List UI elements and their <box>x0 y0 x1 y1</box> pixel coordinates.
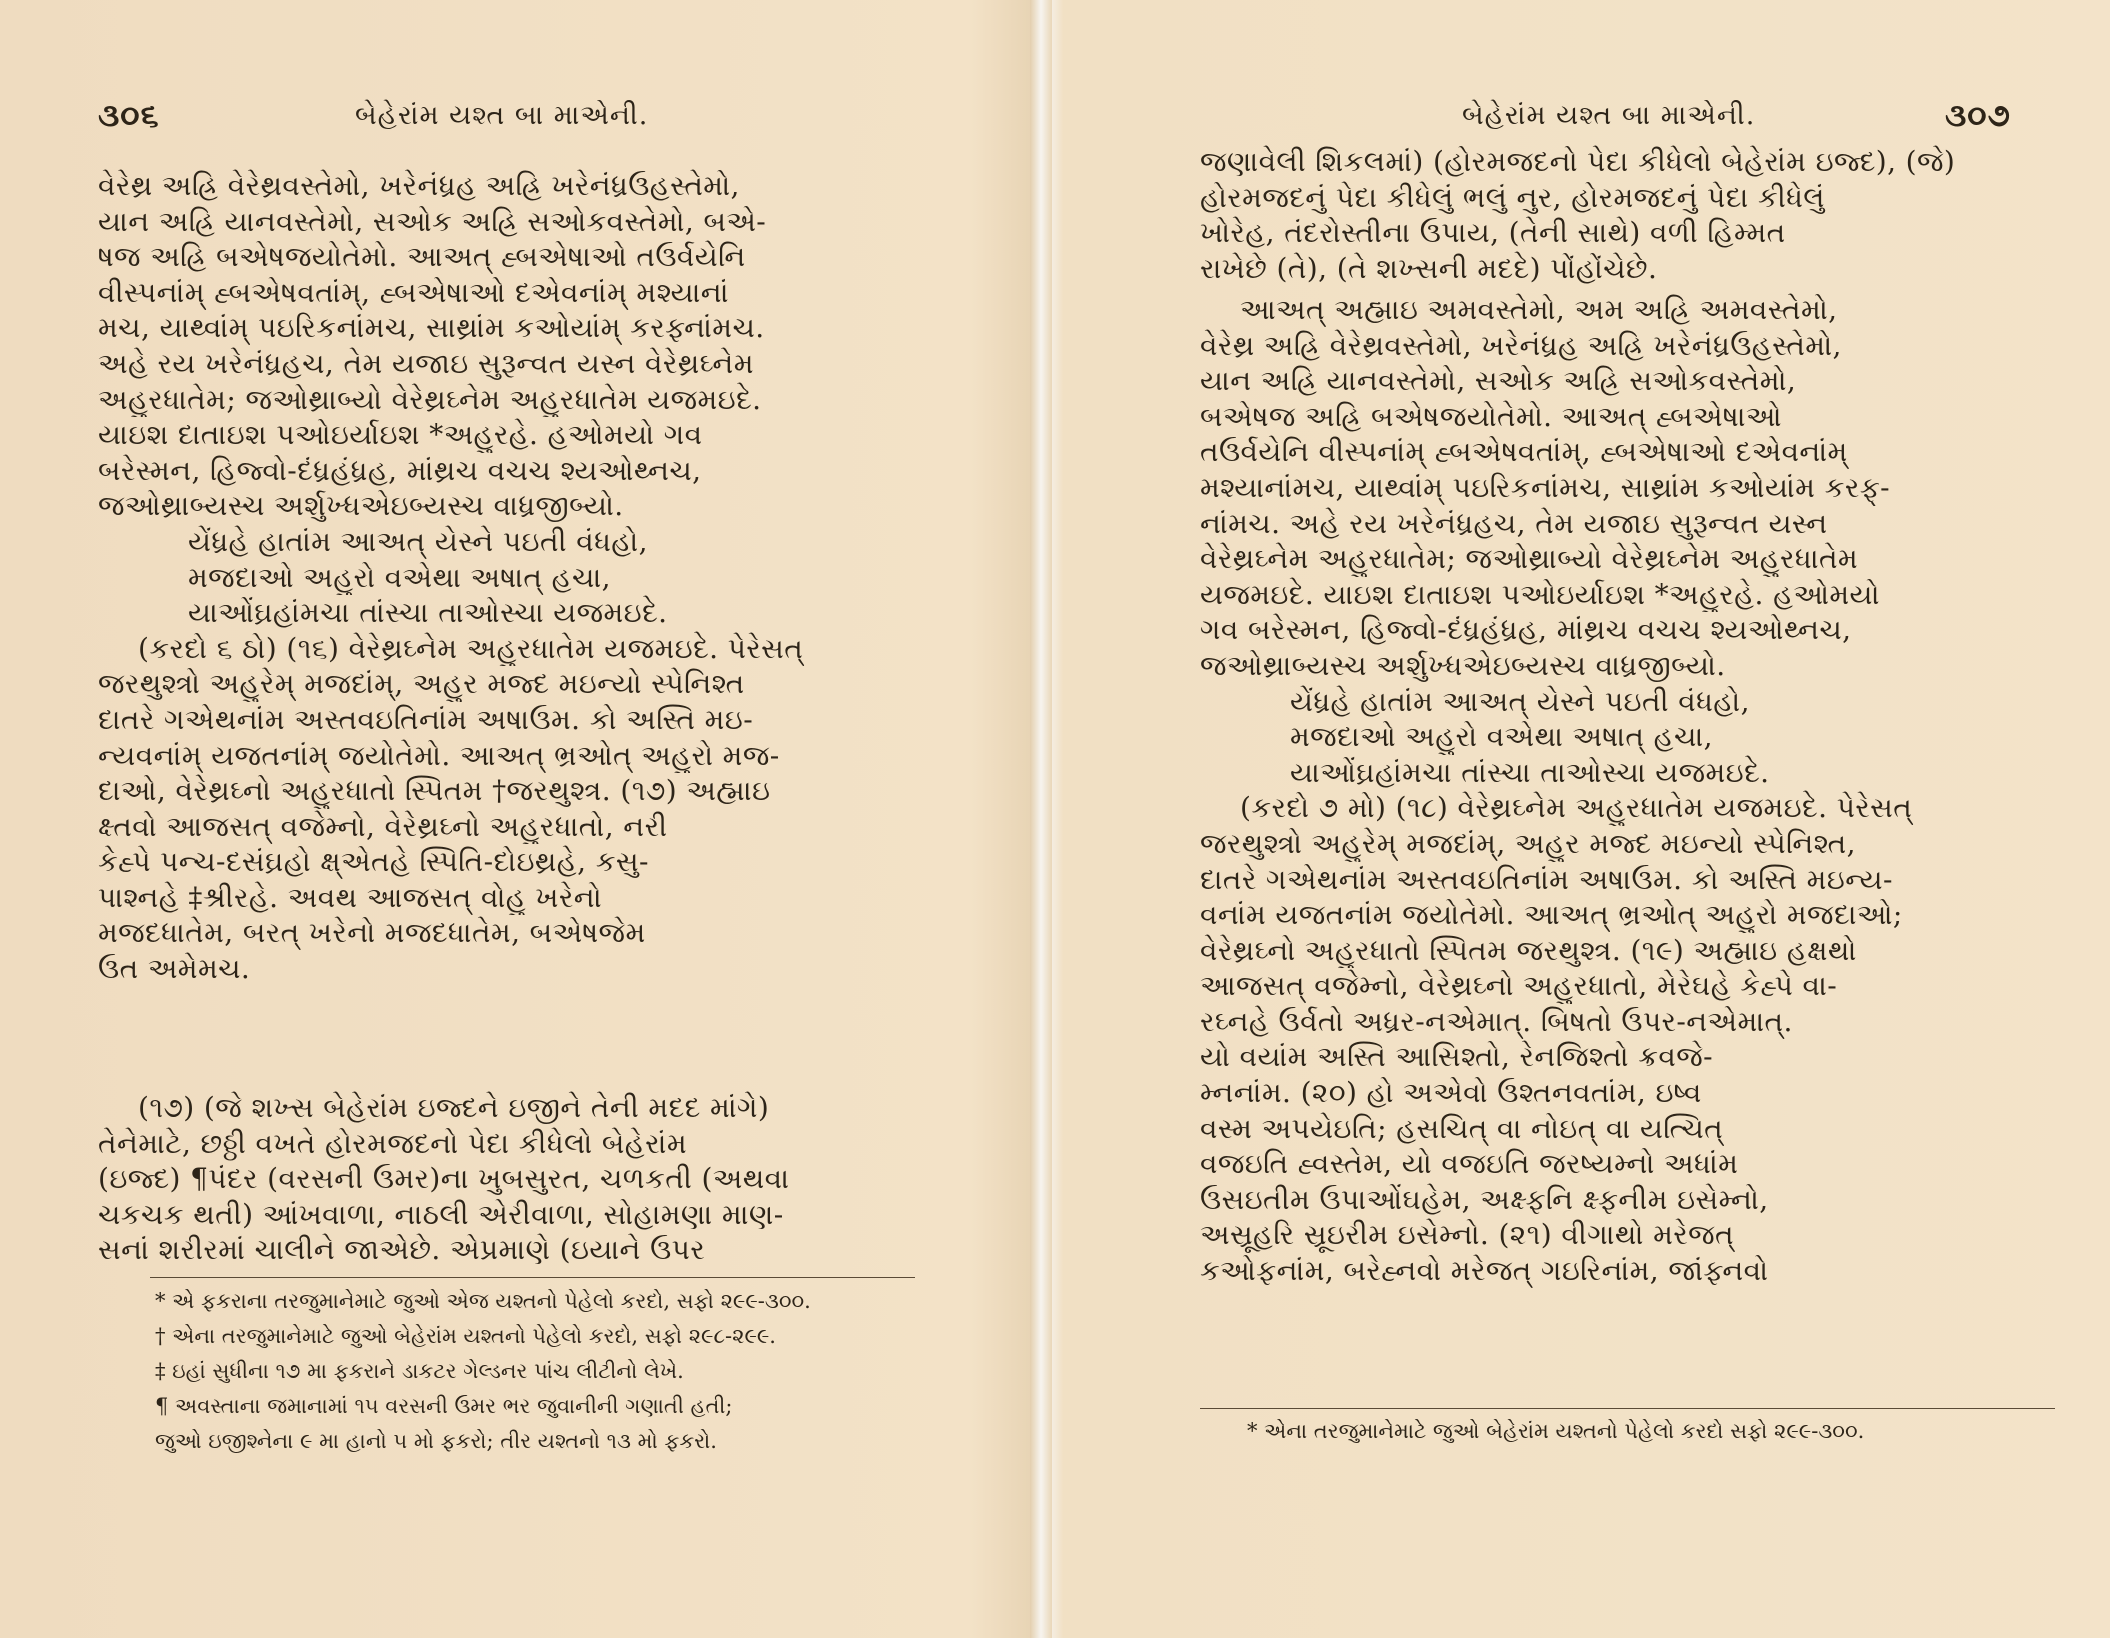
right-footnotes <box>1247 1414 1864 1449</box>
text-line: ન્યવનાંમ્ યજતનાંમ્ જયોતેમો. આઅત્ ભ્રઓત્ અહુરો મજ- <box>98 738 780 772</box>
text-line: રાખેછે (તે), (તે શખ્સની મદદે) પોંહોંચેછે. <box>1200 251 1658 285</box>
right-translation-text <box>1200 144 2050 286</box>
text-line: તઉર્વયેનિ વીસ્પનાંમ્ હ્બએષવતાંમ્, હ્બએષાઓ દએવનાંમ્ <box>1200 435 1848 469</box>
text-line: અસ્રૂહરિ સ્રૂઇરીમ ઇસેમ્નો. (૨૧) વીગાથો મરેજત્ <box>1200 1218 1734 1252</box>
text-line: બરેસ્મન, હિજ્વો-દંધ્રહંધ્રહ, માંથ્રચ વચચ શ્યઓથ્નચ, <box>98 453 702 487</box>
text-line: વસ્મ અપયેઇતિ; હસચિત્ વા નોઇત્ વા યત્ચિત્ <box>1200 1111 1724 1145</box>
left-main-text <box>98 168 913 987</box>
text-line: મ્નનાંમ. (૨૦) હો અએવો ઉશ્તનવતાંમ, ઇષ્વ <box>1200 1076 1702 1110</box>
footnote-rule-left <box>150 1277 915 1278</box>
text-line: યેંધ્રહે હાતાંમ આઅત્ યેસ્ને પઇતી વંધહો, <box>1290 684 1750 718</box>
text-line: યાઓંઘ્રહાંમચા તાંસ્ચા તાઓસ્ચા યજમઇદે. <box>188 596 668 630</box>
text-line: હોરમજદનું પેદા કીધેલું ભલું નુર, હોરમજદનું પેદા કીધેલું <box>1200 180 1825 214</box>
right-main-text <box>1200 292 2050 1289</box>
text-line: તેનેમાટે, છઠ્ઠી વખતે હોરમજદનો પેદા કીધેલો બેહેરાંમ <box>98 1126 687 1160</box>
text-line: વનાંમ યજતનાંમ જયોતેમો. આઅત્ ભ્રઓત્ અહુરો મજદાઓ; <box>1200 898 1903 932</box>
right-page <box>1052 0 2110 1638</box>
text-line: અહે રય ખરેનંધ્રહચ, તેમ યજાઇ સુરૂન્વત યસ્ન વેરેથ્રઘ્નેમ <box>98 346 754 380</box>
text-line: વેરેથ્ર અહ્રિ વેરેથ્રવસ્તેમો, ખરેનંધ્રહ અહ્રિ ખરેનંધ્રઉહસ્તેમો, <box>98 169 740 202</box>
text-line: જણાવેલી શિકલમાં) (હોરમજદનો પેદા કીધેલો બેહેરાંમ ઇજ્દ), (જે) <box>1200 145 1956 178</box>
page-number-right: ૩૦૭ <box>1945 96 2011 134</box>
text-line: યેંધ્રહે હાતાંમ આઅત્ યેસ્ને પઇતી વંધહો, <box>188 524 648 558</box>
text-line: પાશ્નહે ‡શ્રીરહે. અવથ આજસત્ વોહુ ખરેનો <box>98 880 602 914</box>
text-line: આઅત્ અહ્માઇ અમવસ્તેમો, અમ અહ્રિ અમવસ્તેમો, <box>1240 293 1838 326</box>
text-line: કેહ્પે પન્ચ-દસંઘ્રહો ક્ષ્એતહે સ્પિતિ-દોઇથ્રહે, કસુ- <box>98 845 649 879</box>
text-line: યાઇશ દાતાઇશ પઓઇર્યાઇશ *અહુરહે. હઓમયો ગવ <box>98 418 703 452</box>
text-line: બએષજ અહ્રિ બએષજયોતેમો. આઅત્ હ્બએષાઓ <box>1200 399 1782 433</box>
text-line: યો વયાંમ અસ્તિ આસિશ્તો, રેનજિશ્તો ક્રવજે- <box>1200 1040 1713 1074</box>
text-line: યાઓંઘ્રહાંમચા તાંસ્ચા તાઓસ્ચા યજમઇદે. <box>1290 755 1770 789</box>
text-line: (કરદો ૬ ઠો) (૧૬) વેરેથ્રઘ્નેમ અહુરધાતેમ યજમઇદે. પેરેસત્ <box>138 631 804 665</box>
text-line: જરથુશ્ત્રો અહુરેમ્ મજદાંમ્, અહુર મજ્દ મઇન્યો સ્પેનિશ્ત <box>98 667 745 701</box>
text-line: મજદાઓ અહુરો વએથા અષાત્ હચા, <box>188 560 611 594</box>
text-line: અહુરધાતેમ; જઓથ્રાબ્યો વેરેથ્રઘ્નેમ અહુરધાતેમ યજમઇદે. <box>98 382 762 416</box>
footnote-line: * એના તરજુમાનેમાટે જુઓ બેહેરાંમ યશ્તનો પેહેલો કરદો સફો ૨૯૯-૩૦૦. <box>1247 1419 1865 1443</box>
footnote-rule-right <box>1200 1408 2055 1409</box>
text-line: યાન અહ્રિ યાનવસ્તેમો, સઓક અહ્રિ સઓકવસ્તેમો, <box>1200 364 1797 398</box>
text-line: નાંમચ. અહે રય ખરેનંધ્રહચ, તેમ યજાઇ સુરૂન્વત યસ્ન <box>1200 506 1828 540</box>
text-line: (૧૭) (જે શખ્સ બેહેરાંમ ઇજ્દને ઇજીને તેની મદદ માંગે) <box>138 1091 770 1124</box>
text-line: વીસ્પનાંમ્ હ્બએષવતાંમ્, હ્બએષાઓ દએવનાંમ્ મશ્યાનાં <box>98 275 729 309</box>
text-line: આજસત્ વજેમ્નો, વેરેથ્રઘ્નો અહુરધાતો, મેરેઘહે કેહ્પે વા- <box>1200 969 1838 1003</box>
running-head-right: બેહેરાંમ યશ્ત બા માએની. <box>1462 100 1756 131</box>
footnote-line: * એ ફકરાના તરજુમાનેમાટે જુઓ એજ યશ્તનો પેહેલો કરદો, સફો ૨૯૯-૩૦૦. <box>155 1289 811 1313</box>
text-line: જરથુશ્ત્રો અહુરેમ્ મજદાંમ્, અહુર મજ્દ મઇન્યો સ્પેનિશ્ત, <box>1200 826 1856 860</box>
book-gutter <box>1030 0 1052 1638</box>
text-line: ક્ષ્તવો આજસત્ વજેમ્નો, વેરેથ્રઘ્નો અહુરધાતો, નરી <box>98 809 668 843</box>
left-footnotes <box>155 1284 811 1459</box>
text-line: સનાં શરીરમાં ચાલીને જાએછે. એપ્રમાણે (ઇયાને ઉપર <box>98 1233 706 1267</box>
text-line: મશ્યાનાંમચ, યાથ્વાંમ્ પઇરિકનાંમચ, સાથ્રાંમ કઓયાંમ કરફ્- <box>1200 470 1890 504</box>
text-line: જઓથ્રાબ્યસ્ચ અર્શુખ્ધએઇબ્યસ્ચ વાધ્રજીબ્યો. <box>98 489 624 523</box>
left-page <box>0 0 1030 1638</box>
text-line: દાતરે ગએથનાંમ અસ્તવઇતિનાંમ અષાઉમ. કો અસ્તિ મઇ- <box>98 702 754 736</box>
text-line: રઘ્નહે ઉર્વતો અધ્રર-નએમાત્. બિષતો ઉપર-નએમાત્. <box>1200 1004 1793 1038</box>
text-line: દાતરે ગએથનાંમ અસ્તવઇતિનાંમ અષાઉમ. કો અસ્તિ મઇન્ય- <box>1200 862 1893 896</box>
text-line: મજદધાતેમ, બરત્ ખરેનો મજદધાતેમ, બએષજેમ <box>98 916 646 950</box>
text-line: યજમઇદે. યાઇશ દાતાઇશ પઓઇર્યાઇશ *અહુરહે. હઓમયો <box>1200 577 1880 611</box>
footnote-line: જુઓ ઇજીશ્નેના ૯ મા હાનો ૫ મો ફકરો; તીર યશ્તનો ૧૩ મો ફકરો. <box>155 1429 717 1453</box>
text-line: યાન અહ્રિ યાનવસ્તેમો, સઓક અહ્રિ સઓકવસ્તેમો, બએ- <box>98 204 767 238</box>
text-line: ઉત અમેમચ. <box>98 952 251 986</box>
text-line: વેરેથ્રઘ્નેમ અહુરધાતેમ; જઓથ્રાબ્યો વેરેથ્રઘ્નેમ અહુરધાતેમ <box>1200 542 1859 576</box>
text-line: દાઓ, વેરેથ્રઘ્નો અહુરધાતો સ્પિતમ †જરથુશ્ત્ર. (૧૭) અહ્માઇ <box>98 774 771 808</box>
text-line: ચકચક થતી) આંખવાળા, નાઠલી એરીવાળા, સોહામણા માણ- <box>98 1197 784 1231</box>
text-line: મજદાઓ અહુરો વએથા અષાત્ હચા, <box>1290 720 1713 754</box>
text-line: કઓફનાંમ, બરેહ્નવો મરેજત્ ગઇરિનાંમ, જાંફ્નવો <box>1200 1254 1769 1288</box>
text-line: ઉસઇતીમ ઉપાઓંઘહેમ, અક્ષ્ફનિ ક્ષ્ફનીમ ઇસેમ્નો, <box>1200 1182 1769 1216</box>
text-line: મચ, યાથ્વાંમ્ પઇરિકનાંમચ, સાથ્રાંમ કઓયાંમ્ કરફ્નાંમચ. <box>98 311 765 345</box>
footnote-line: † એના તરજુમાનેમાટે જુઓ બેહેરાંમ યશ્તનો પેહેલો કરદો, સફો ૨૯૮-૨૯૯. <box>155 1324 776 1348</box>
text-line: ગવ બરેસ્મન, હિજ્વો-દંધ્રહંધ્રહ, માંથ્રચ વચચ શ્યઓથ્નચ, <box>1200 613 1852 647</box>
running-head-left: બેહેરાંમ યશ્ત બા માએની. <box>355 100 649 131</box>
footnote-line: ¶ અવસ્તાના જમાનામાં ૧૫ વરસની ઉમર ભર જુવાનીની ગણાતી હતી; <box>155 1394 733 1418</box>
footnote-line: ‡ ઇહાં સુધીના ૧૭ મા ફકરાને ડાકટર ગેલ્ડનર પાંચ લીટીનો લેખે. <box>155 1359 684 1383</box>
text-line: વેરેથ્ર અહ્રિ વેરેથ્રવસ્તેમો, ખરેનંધ્રહ અહ્રિ ખરેનંધ્રઉહસ્તેમો, <box>1200 328 1842 362</box>
text-line: વેરેથ્રઘ્નો અહુરધાતો સ્પિતમ જરથુશ્ત્ર. (૧૯) અહ્માઇ હક્ષથો <box>1200 933 1857 967</box>
text-line: ખોરેહ, તંદરોસ્તીના ઉપાય, (તેની સાથે) વળી હિમ્મત <box>1200 216 1786 250</box>
text-line: (ઇજ્દ) ¶પંદર (વરસની ઉમર)ના ખુબસુરત, ચળકતી (અથવા <box>98 1162 790 1196</box>
text-line: વજઇતિ હ્વસ્તેમ, યો વજઇતિ જરષ્યમ્નો અધાંમ <box>1200 1147 1739 1181</box>
text-line: જઓથ્રાબ્યસ્ચ અર્શુખ્ધએઇબ્યસ્ચ વાધ્રજીબ્યો. <box>1200 648 1726 682</box>
text-line: ષજ અહ્રિ બએષજયોતેમો. આઅત્ હ્બએષાઓ તઉર્વયેનિ <box>98 240 746 274</box>
text-line: (કરદો ૭ મો) (૧૮) વેરેથ્રઘ્નેમ અહુરધાતેમ યજમઇદે. પેરેસત્ <box>1240 791 1913 825</box>
left-translation-text <box>98 1090 913 1268</box>
page-number-left: ૩૦૬ <box>98 96 160 134</box>
